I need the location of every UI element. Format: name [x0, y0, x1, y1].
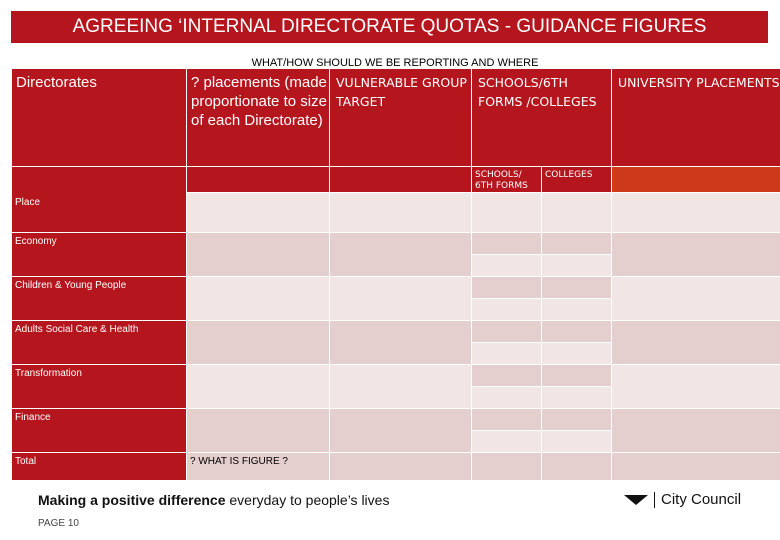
cell-input[interactable]	[330, 365, 472, 409]
cell-input[interactable]	[330, 453, 472, 481]
cell-input[interactable]	[472, 431, 542, 453]
cell-input[interactable]	[542, 387, 612, 409]
cell-input[interactable]	[542, 193, 612, 233]
row-label-economy: Economy	[12, 233, 187, 277]
council-logo	[624, 491, 741, 508]
row-label-adults-social-care: Adults Social Care & Health	[12, 321, 187, 365]
cell-input[interactable]	[542, 321, 612, 343]
cell-input[interactable]	[330, 277, 472, 321]
cell-input[interactable]	[542, 255, 612, 277]
subheader-colleges: COLLEGES	[542, 167, 612, 193]
cell-empty	[187, 167, 330, 193]
cell-input[interactable]	[472, 365, 542, 387]
cell-input[interactable]	[612, 409, 780, 453]
cell-input[interactable]	[472, 233, 542, 255]
header-schools-colleges: SCHOOLS/6TH FORMS /COLLEGES	[472, 69, 612, 167]
row-label-place	[12, 167, 187, 233]
cell-input[interactable]	[187, 233, 330, 277]
quota-table	[11, 68, 780, 481]
total-placements-value[interactable]: ? WHAT IS FIGURE ?	[187, 453, 330, 481]
cell-input[interactable]	[612, 453, 780, 481]
cell-input[interactable]	[187, 277, 330, 321]
cell-input[interactable]	[330, 409, 472, 453]
cell-input[interactable]	[542, 365, 612, 387]
cell-input[interactable]	[472, 321, 542, 343]
cell-input[interactable]	[330, 233, 472, 277]
cell-input[interactable]	[542, 299, 612, 321]
slogan-bold: Making a positive difference	[38, 492, 226, 508]
subheader-schools: SCHOOLS/ 6TH FORMS	[472, 167, 542, 193]
cell-input[interactable]	[472, 387, 542, 409]
row-label-finance: Finance	[12, 409, 187, 453]
row-label-transformation: Transformation	[12, 365, 187, 409]
logo-divider	[654, 492, 655, 508]
slide-title-text: AGREEING ‘INTERNAL DIRECTORATE QUOTAS - GUIDANCE FIGURES	[72, 16, 707, 37]
row-label-text: Place	[15, 197, 41, 208]
cell-input[interactable]	[330, 321, 472, 365]
cell-input[interactable]	[472, 453, 542, 481]
cell-input[interactable]	[612, 233, 780, 277]
page-number: PAGE 10	[38, 518, 79, 529]
cell-input[interactable]	[472, 255, 542, 277]
cell-empty	[330, 167, 472, 193]
cell-input[interactable]	[612, 321, 780, 365]
slogan-rest: everyday to people’s lives	[225, 492, 390, 508]
cell-input[interactable]	[187, 365, 330, 409]
council-crest-icon	[624, 495, 648, 505]
cell-input[interactable]	[542, 409, 612, 431]
cell-input[interactable]	[612, 193, 780, 233]
cell-input[interactable]	[472, 299, 542, 321]
cell-input[interactable]	[542, 453, 612, 481]
table-subtitle: WHAT/HOW SHOULD WE BE REPORTING AND WHERE	[251, 57, 539, 69]
cell-input[interactable]	[330, 193, 472, 233]
cell-input[interactable]	[472, 409, 542, 431]
cell-input[interactable]	[542, 277, 612, 299]
cell-accent	[612, 167, 780, 193]
cell-input[interactable]	[542, 431, 612, 453]
cell-input[interactable]	[472, 277, 542, 299]
cell-input[interactable]	[612, 277, 780, 321]
cell-input[interactable]	[542, 233, 612, 255]
footer-slogan	[38, 492, 389, 508]
row-label-total: Total	[12, 453, 187, 481]
cell-input[interactable]	[187, 409, 330, 453]
cell-input[interactable]	[542, 343, 612, 365]
header-placements: ? placements (made proportionate to size of each Directorate)	[187, 69, 330, 167]
header-directorates: Directorates	[12, 69, 187, 167]
header-university-placements: UNIVERSITY PLACEMENTS	[612, 69, 780, 167]
cell-input[interactable]	[472, 193, 542, 233]
row-label-children-young-people: Children & Young People	[12, 277, 187, 321]
cell-input[interactable]	[187, 321, 330, 365]
header-vulnerable-group: VULNERABLE GROUP TARGET	[330, 69, 472, 167]
council-name: City Council	[661, 491, 742, 508]
cell-input[interactable]	[472, 343, 542, 365]
cell-input[interactable]	[612, 365, 780, 409]
slide-title	[11, 11, 768, 43]
cell-input[interactable]	[187, 193, 330, 233]
